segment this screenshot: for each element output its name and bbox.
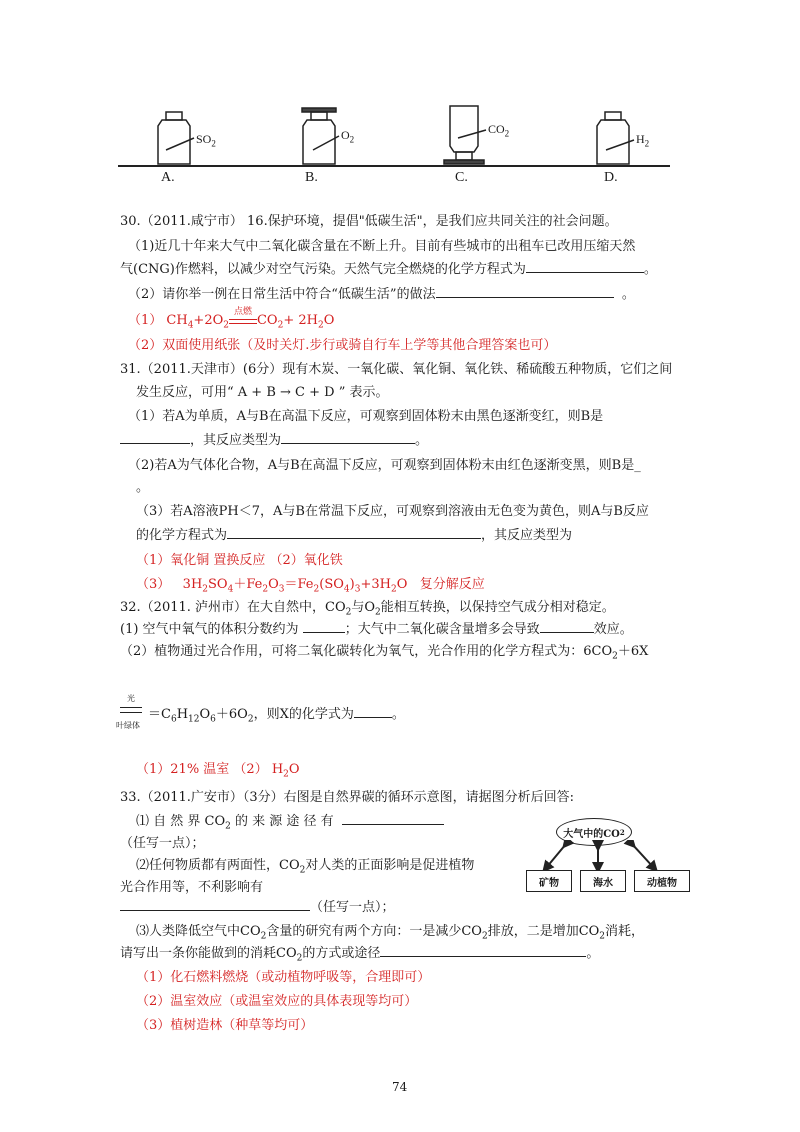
q31-line4: ，其反应类型为 。 [120, 429, 428, 448]
bottle-b [302, 108, 339, 164]
bottle-c-letter: C. [455, 170, 468, 185]
q31-answer1: （1）氧化铜 置换反应 （2）氧化铁 [136, 553, 343, 568]
q33-answer1: （1）化石燃料燃烧（或动植物呼吸等，合理即可） [136, 970, 431, 985]
q31-line7: （3）若A溶液PH＜7，A与B在常温下反应，可观察到溶液由无色变为黄色，则A与B反应 [136, 504, 649, 519]
q33-line6: （任写一点）； [120, 896, 395, 915]
bottle-d-letter: D. [604, 170, 618, 185]
q33-answer2: （2）温室效应（或温室效应的具体表现等均可） [136, 994, 418, 1009]
q30-answer2: （2）双面使用纸张（及时关灯.步行或骑自行车上学等其他合理答案也可） [128, 338, 557, 353]
q30-condition: 点燃 [233, 307, 252, 317]
q31-answer2: （3） $3H_2SO_4+Fe_2O_3=Fe_2(SO_4)_3+3H_2O$ 复分解反应 [136, 577, 485, 595]
q33-line8: 请写出一条你能做到的消耗$CO_2$的方式或途径 。 [120, 946, 600, 964]
bottle-c [444, 106, 486, 164]
q30-heading: 30.（2011.咸宁市） 16.保护环境，提倡"低碳生活"，是我们应共同关注的社会问题。 [120, 214, 618, 229]
bottle-d-gas: $H_2$ [636, 132, 650, 149]
q32-condition-top: 光 [127, 694, 135, 703]
bottle-a [158, 112, 194, 164]
q33-answer3: （3）植树造林（种草等均可） [136, 1018, 314, 1033]
q31-line6: 。 [136, 480, 150, 495]
page-number: 74 [392, 1080, 408, 1094]
q33-line3: （任写一点）； [120, 836, 205, 851]
diagram-box-minerals: 矿物 [526, 870, 572, 892]
q30-line3: （2）请你举一例在日常生活中符合“低碳生活”的做法 。 [128, 287, 635, 302]
q33-line1: 33.（2011.广安市）（3分）右图是自然界碳的循环示意图，请据图分析后回答: [120, 790, 575, 805]
bottle-b-gas: $O_2$ [341, 128, 355, 145]
q32-equals-sign [120, 707, 142, 713]
q30-answer1: （1） $CH_4+2O_2$ 点燃 $CO_2+ 2H_2O$ [128, 309, 334, 331]
bottle-d [597, 112, 634, 164]
q31-line8: 的化学方程式为 ，其反应类型为 [136, 528, 573, 543]
q32-line4: $=C_6H_{12}O_6+6O_2$，则X的化学式为 。 [148, 707, 405, 725]
q32-condition-bottom: 叶绿体 [116, 721, 140, 730]
diagram-atmosphere-co2: 大气中的CO 2 [556, 818, 632, 846]
diagram-arrows [520, 840, 700, 874]
diagram-box-organisms: 动植物 [634, 870, 690, 892]
q33-line5: 光合作用等，不利影响有 [120, 880, 264, 895]
q32-answer: （1）21% 温室 （2） $H_2O$ [136, 762, 300, 780]
q30-line2: 气(CNG)作燃料，以减少对空气污染。天然气完全燃烧的化学方程式为 。 [120, 262, 657, 277]
q33-line4: ⑵任何物质都有两面性，$CO_2$对人类的正面影响是促进植物 [136, 858, 475, 876]
q30-line1: （1)近几十年来大气中二氧化碳含量在不断上升。目前有些城市的出租车已改用压缩天然 [128, 239, 636, 254]
q32-line1: 32.（2011. 泸州市）在大自然中，$CO_2$与$O_2$能相互转换，以保持空气成分相对稳定。 [120, 600, 615, 618]
q32-line3: （2）植物通过光合作用，可将二氧化碳转化为氧气，光合作用的化学方程式为：$6CO_2+6X$ [120, 644, 649, 662]
diagram-box-seawater: 海水 [580, 870, 626, 892]
bottle-a-gas: $SO_2$ [196, 132, 216, 149]
q31-line5: （2)若A为气体化合物，A与B在高温下反应，可观察到固体粉末由红色逐渐变黑，则B是_ [128, 458, 641, 473]
q33-line7: ⑶人类降低空气中$CO_2$含量的研究有两个方向：一是减少$CO_2$排放，二是增加$CO_2$消耗， [136, 924, 645, 942]
q33-line2: ⑴ 自 然 界 $CO_2$ 的 来 源 途 径 有 [136, 810, 444, 832]
q32-line2: (1) 空气中氧气的体积分数约为 ；大气中二氧化碳含量增多会导致 效应。 [120, 622, 633, 637]
q31-line2: 发生反应，可用“ A + B → C + D ” 表示。 [136, 385, 389, 400]
bottle-a-letter: A. [161, 170, 175, 185]
q31-line3: （1）若A为单质，A与B在高温下反应，可观察到固体粉末由黑色逐渐变红，则B是 [128, 409, 604, 424]
bottle-c-gas: $CO_2$ [488, 122, 510, 139]
q31-line1: 31.（2011.天津市）(6分）现有木炭、一氧化碳、氧化铜、氧化铁、稀硫酸五种物质，它们之间 [120, 362, 673, 377]
bottle-b-letter: B. [305, 170, 318, 185]
